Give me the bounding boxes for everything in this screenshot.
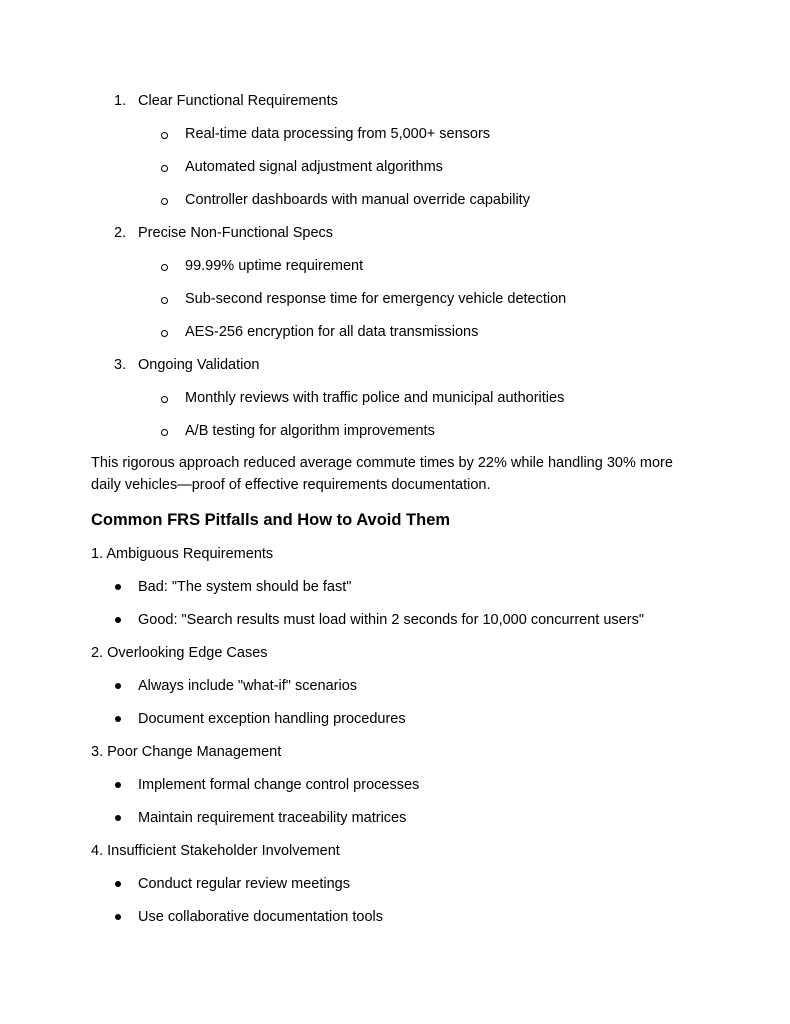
sub-list-item: AES-256 encryption for all data transmissions	[185, 324, 479, 340]
list-item-title: Ongoing Validation	[138, 357, 260, 373]
circle-bullet-icon	[161, 396, 168, 403]
pitfall-item: Use collaborative documentation tools	[138, 909, 384, 925]
sub-list-item: Monthly reviews with traffic police and municipal authorities	[185, 390, 565, 406]
list-number: 2.	[114, 225, 127, 241]
bullet-icon	[115, 782, 121, 788]
sub-list-item: Sub-second response time for emergency vehicle detection	[185, 291, 567, 307]
summary-paragraph: This rigorous approach reduced average commute times by 22% while handling 30% more daily vehicles—proof of effective requirements documentation.	[91, 455, 673, 493]
bullet-icon	[115, 881, 121, 887]
bullet-icon	[115, 914, 121, 920]
pitfall-title: 4. Insufficient Stakeholder Involvement	[91, 843, 340, 859]
pitfall-title: 1. Ambiguous Requirements	[91, 546, 274, 562]
pitfall-item: Conduct regular review meetings	[138, 876, 350, 892]
sub-list-item: Controller dashboards with manual override capability	[185, 192, 530, 208]
bullet-icon	[115, 584, 121, 590]
circle-bullet-icon	[161, 330, 168, 337]
pitfall-title: 3. Poor Change Management	[91, 744, 282, 760]
circle-bullet-icon	[161, 297, 168, 304]
circle-bullet-icon	[161, 132, 168, 139]
list-item-title: Clear Functional Requirements	[138, 93, 338, 109]
pitfall-item: Bad: "The system should be fast"	[138, 579, 352, 595]
list-item-title: Precise Non-Functional Specs	[138, 225, 334, 241]
bullet-icon	[115, 617, 121, 623]
pitfall-item: Always include "what-if" scenarios	[138, 678, 358, 694]
pitfall-title: 2. Overlooking Edge Cases	[91, 645, 268, 661]
section-heading: Common FRS Pitfalls and How to Avoid Them	[91, 511, 451, 529]
sub-list-item: Automated signal adjustment algorithms	[185, 159, 443, 175]
circle-bullet-icon	[161, 198, 168, 205]
list-number: 3.	[114, 357, 127, 373]
circle-bullet-icon	[161, 165, 168, 172]
list-number: 1.	[114, 93, 127, 109]
bullet-icon	[115, 683, 121, 689]
circle-bullet-icon	[161, 429, 168, 436]
pitfall-item: Implement formal change control processes	[138, 777, 420, 793]
pitfall-item: Maintain requirement traceability matrices	[138, 810, 407, 826]
sub-list-item: Real-time data processing from 5,000+ sensors	[185, 126, 491, 142]
circle-bullet-icon	[161, 264, 168, 271]
sub-list-item: A/B testing for algorithm improvements	[185, 423, 435, 439]
pitfall-item: Document exception handling procedures	[138, 711, 406, 727]
bullet-icon	[115, 716, 121, 722]
sub-list-item: 99.99% uptime requirement	[185, 258, 364, 274]
bullet-icon	[115, 815, 121, 821]
pitfall-item: Good: "Search results must load within 2 seconds for 10,000 concurrent users"	[138, 612, 644, 628]
